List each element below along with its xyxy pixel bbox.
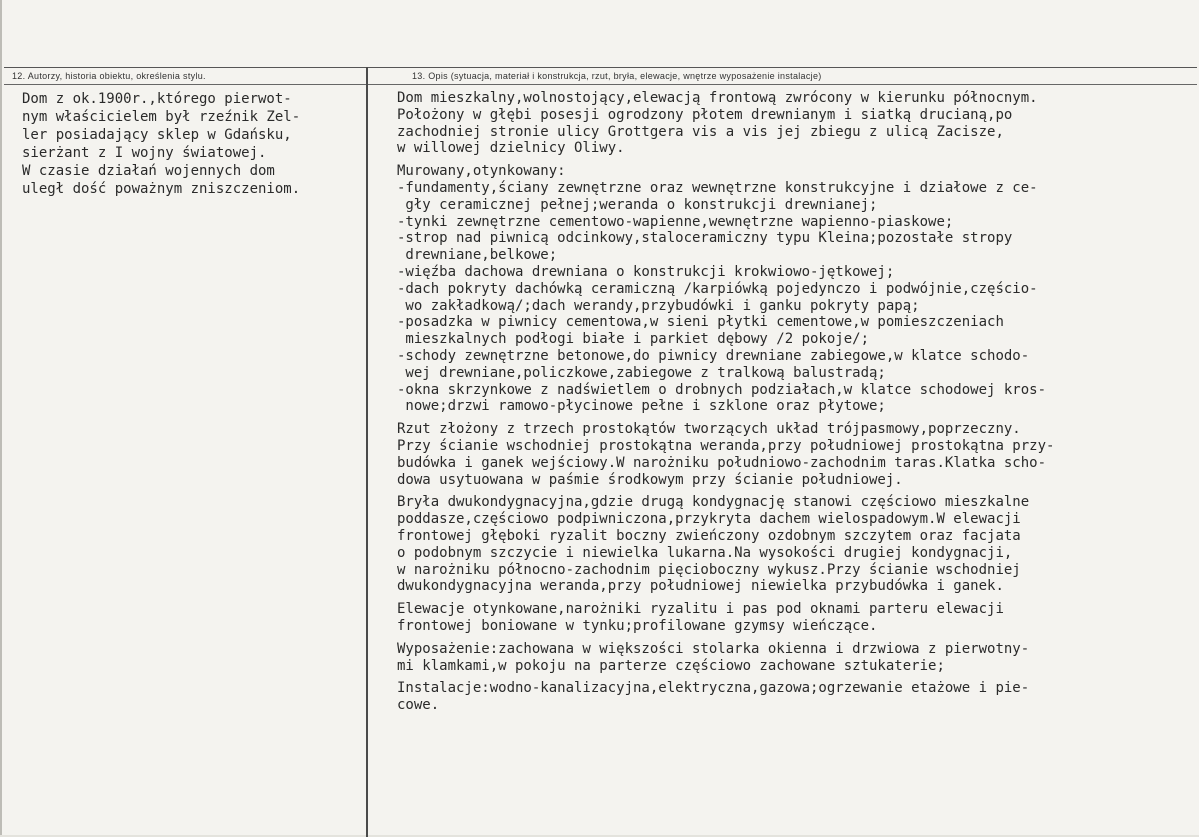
history-line: nym właścicielem był rzeźnik Zel-	[22, 109, 301, 125]
description-line: -tynki zewnętrzne cementowo-wapienne,wewnętrzne wapienno-piaskowe;	[397, 213, 954, 230]
description-line: -posadzka w piwnicy cementowa,w sieni płytki cementowe,w pomieszczeniach	[397, 314, 1004, 331]
description-line: frontowej głęboki ryzalit boczny zwieńczony ozdobnym szczytem oraz facjata	[397, 527, 1021, 544]
description-line: Przy ścianie wschodniej prostokątna weranda,przy południowej prostokątna przy-	[397, 437, 1055, 454]
description-line: -więźba dachowa drewniana o konstrukcji krokwiowo-jętkowej;	[397, 263, 895, 280]
description-paragraph	[397, 494, 1187, 595]
history-line: sierżant z I wojny światowej.	[22, 145, 267, 161]
description-line: Położony w głębi posesji ogrodzony płotem drewnianym i siatką drucianą,po	[397, 106, 1013, 123]
description-paragraph	[397, 680, 1187, 714]
description-line: Instalacje:wodno-kanalizacyjna,elektryczna,gazowa;ogrzewanie etażowe i pie-	[397, 680, 1030, 697]
description-line: w narożniku północno-zachodnim pięcioboczny wykusz.Przy ścianie wschodniej	[397, 561, 1021, 578]
description-line: mieszkalnych podłogi białe i parkiet dębowy /2 pokoje/;	[397, 331, 870, 348]
description-column	[397, 90, 1187, 720]
description-line: o podobnym szczycie i niewielka lukarna.Na wysokości drugiej kondygnacji,	[397, 544, 1013, 561]
header-bottom-rule	[4, 84, 1197, 85]
description-line: zachodniej stronie ulicy Grottgera vis a vis jej zbiegu z ulicą Zacisze,	[397, 123, 1004, 140]
description-line: Dom mieszkalny,wolnostojący,elewacją frontową zwrócony w kierunku północnym.	[397, 90, 1038, 106]
description-line: drewniane,belkowe;	[397, 247, 558, 264]
description-line: mi klamkami,w pokoju na parterze częściowo zachowane sztukaterie;	[397, 657, 945, 674]
description-line: cowe.	[397, 697, 440, 714]
description-line: Wyposażenie:zachowana w większości stolarka okienna i drzwiowa z pierwotny-	[397, 640, 1030, 657]
description-line: gły ceramicznej pełnej;weranda o konstrukcji drewnianej;	[397, 196, 878, 213]
description-line: -okna skrzynkowe z nadświetlem o drobnych podziałach,w klatce schodowej kros-	[397, 381, 1047, 398]
column-divider	[366, 67, 368, 837]
description-line: w willowej dzielnicy Oliwy.	[397, 140, 625, 157]
description-paragraph	[397, 601, 1187, 635]
description-line: -dach pokryty dachówką ceramiczną /karpiówką pojedynczo i podwójnie,częścio-	[397, 280, 1038, 297]
header-top-rule	[4, 67, 1197, 68]
description-paragraph	[397, 90, 1187, 157]
description-paragraph	[397, 641, 1187, 675]
description-line: frontowej boniowane w tynku;profilowane gzymsy wieńczące.	[397, 617, 878, 634]
description-line: budówka i ganek wejściowy.W narożniku południowo-zachodnim taras.Klatka scho-	[397, 454, 1047, 471]
description-line: -fundamenty,ściany zewnętrzne oraz wewnętrzne konstrukcyjne i działowe z ce-	[397, 179, 1038, 196]
description-line: -schody zewnętrzne betonowe,do piwnicy drewniane zabiegowe,w klatce schodo-	[397, 347, 1030, 364]
history-column	[22, 90, 362, 198]
description-line: dowa usytuowana w paśmie środkowym przy ścianie południowej.	[397, 471, 903, 488]
description-line: Rzut złożony z trzech prostokątów tworzących układ trójpasmowy,poprzeczny.	[397, 421, 1021, 438]
history-line: ler posiadający sklep w Gdańsku,	[22, 127, 292, 143]
description-line: -strop nad piwnicą odcinkowy,staloceramiczny typu Kleina;pozostałe stropy	[397, 230, 1013, 247]
description-line: dwukondygnacyjna weranda,przy południowej niewielka przybudówka i ganek.	[397, 578, 1004, 595]
history-line: uległ dość poważnym zniszczeniom.	[22, 181, 301, 197]
section-12-header: 12. Autorzy, historia obiektu, określenia stylu.	[12, 71, 206, 81]
section-13-header: 13. Opis (sytuacja, materiał i konstrukcja, rzut, bryła, elewacje, wnętrze wyposażenie instalacje)	[412, 71, 822, 81]
history-line: W czasie działań wojennych dom	[22, 163, 275, 179]
history-line: Dom z ok.1900r.,którego pierwot-	[22, 91, 292, 107]
description-paragraph	[397, 421, 1187, 488]
description-line: Bryła dwukondygnacyjna,gdzie drugą kondygnację stanowi częściowo mieszkalne	[397, 494, 1030, 511]
description-line: Elewacje otynkowane,narożniki ryzalitu i pas pod oknami parteru elewacji	[397, 601, 1004, 618]
description-line: Murowany,otynkowany:	[397, 163, 566, 180]
description-paragraph	[397, 163, 1187, 415]
description-line: wej drewniane,policzkowe,zabiegowe z tralkową balustradą;	[397, 364, 886, 381]
description-line: wo zakładkową/;dach werandy,przybudówki i ganku pokryty papą;	[397, 297, 920, 314]
description-line: nowe;drzwi ramowo-płycinowe pełne i szklone oraz płytowe;	[397, 398, 886, 415]
description-line: poddasze,częściowo podpiwniczona,przykryta dachem wielospadowym.W elewacji	[397, 511, 1021, 528]
